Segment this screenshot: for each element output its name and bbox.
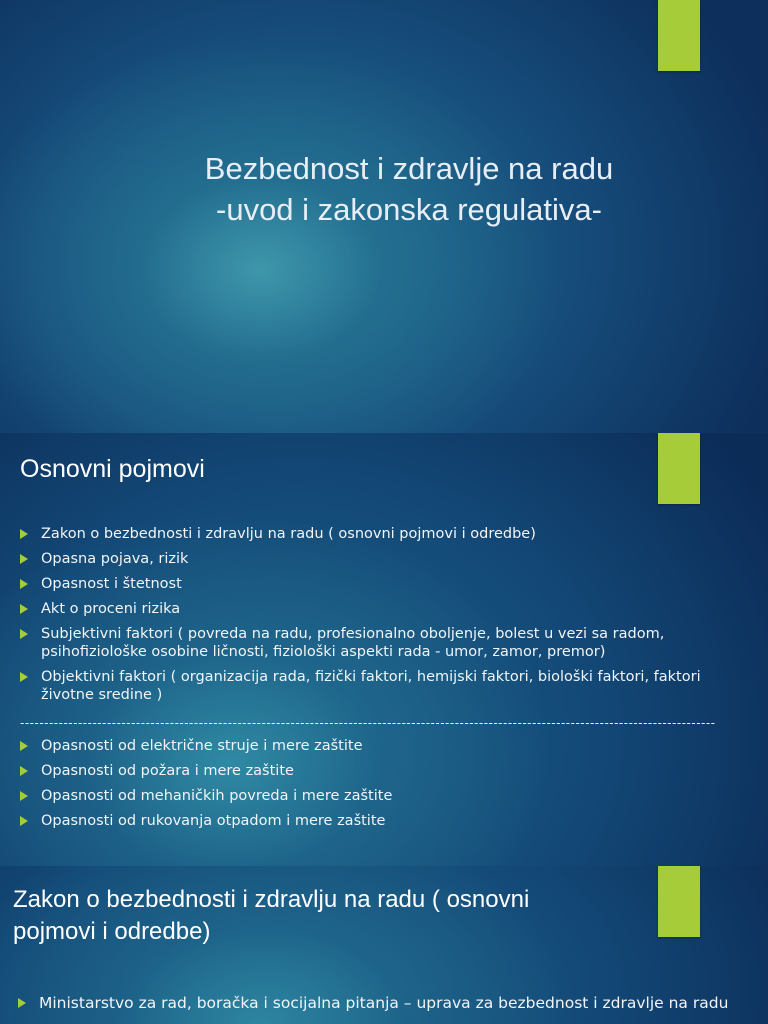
- arrow-bullet-icon: [20, 816, 28, 826]
- list-item: Objektivni faktori ( organizacija rada, fizički faktori, hemijski faktori, biološki faktori, faktori životne sredine ): [20, 668, 740, 704]
- list-item: Opasnosti od mehaničkih povreda i mere zaštite: [20, 787, 740, 805]
- arrow-bullet-icon: [20, 741, 28, 751]
- list-item: Akt o proceni rizika: [20, 600, 740, 618]
- presentation-title: [150, 148, 668, 230]
- list-item: Opasnosti od rukovanja otpadom i mere zaštite: [20, 812, 740, 830]
- list-item: Opasnost i štetnost: [20, 575, 740, 593]
- accent-bar: [658, 866, 700, 937]
- list-item: Zakon o bezbednosti i zdravlju na radu ( osnovni pojmovi i odredbe): [20, 525, 740, 543]
- arrow-bullet-icon: [20, 554, 28, 564]
- arrow-bullet-icon: [20, 766, 28, 776]
- bullet-list-concepts: [20, 525, 740, 711]
- bullet-list-law: [18, 994, 738, 1019]
- arrow-bullet-icon: [18, 998, 26, 1008]
- arrow-bullet-icon: [20, 579, 28, 589]
- title-line-1: Bezbednost i zdravlje na radu: [204, 151, 614, 186]
- arrow-bullet-icon: [20, 529, 28, 539]
- arrow-bullet-icon: [20, 604, 28, 614]
- list-item: Subjektivni faktori ( povreda na radu, profesionalno oboljenje, bolest u vezi sa radom, psihofiziološke osobine ličnosti, fiziološki aspekti rada - umor, zamor, premor): [20, 625, 740, 661]
- separator-line: ------------------------------------------------------------------------------------------------------------------------------------------------: [20, 716, 716, 730]
- slide-title: [0, 0, 768, 433]
- heading-line-2: pojmovi i odredbe): [13, 918, 211, 945]
- arrow-bullet-icon: [20, 672, 28, 682]
- title-line-2: -uvod i zakonska regulativa-: [216, 192, 602, 227]
- arrow-bullet-icon: [20, 791, 28, 801]
- slide-law: [0, 866, 768, 1024]
- accent-bar: [658, 0, 700, 71]
- slide-heading: Osnovni pojmovi: [20, 455, 205, 483]
- slide-basic-concepts: [0, 433, 768, 866]
- list-item: Opasna pojava, rizik: [20, 550, 740, 568]
- bullet-list-hazards: [20, 737, 740, 837]
- slide-heading: [13, 884, 529, 948]
- accent-bar: [658, 433, 700, 504]
- arrow-bullet-icon: [20, 629, 28, 639]
- heading-line-1: Zakon o bezbednosti i zdravlju na radu ( osnovni: [13, 886, 530, 913]
- list-item: Opasnosti od požara i mere zaštite: [20, 762, 740, 780]
- list-item: Ministarstvo za rad, boračka i socijalna pitanja – uprava za bezbednost i zdravlje na radu: [18, 994, 738, 1012]
- list-item: Opasnosti od električne struje i mere zaštite: [20, 737, 740, 755]
